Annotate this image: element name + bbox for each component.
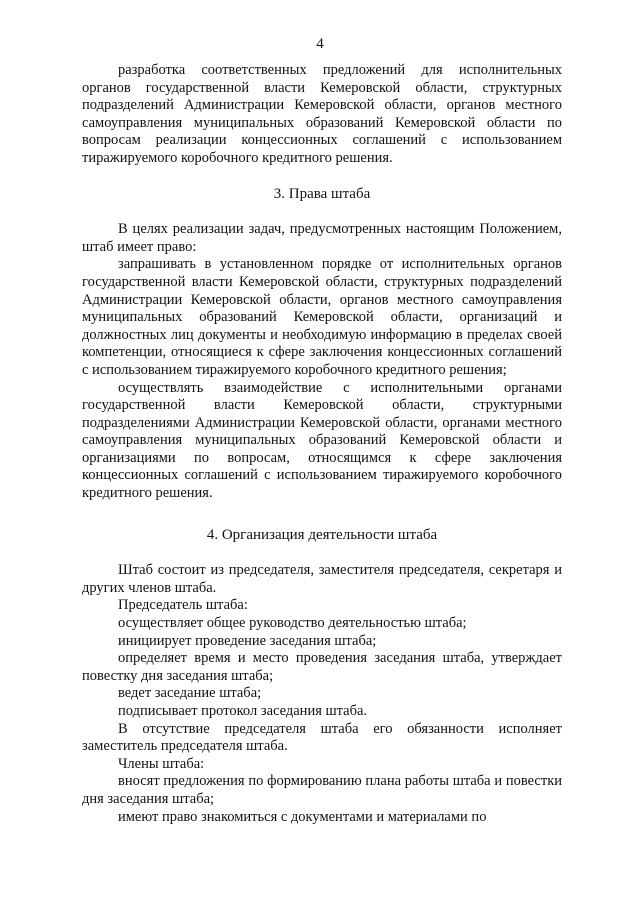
- page-number: 4: [316, 36, 324, 52]
- section-4-paragraph: имеют право знакомиться с документами и материалами по: [118, 808, 487, 825]
- section-3-paragraph: запрашивать в установленном порядке от исполнительных органов государственной власти Кемеровской области, структурных подразделений Администрации Кемеровской области, органов местного самоуправления муниципальных образований Кемеровской области, организаций и должностных лиц документы и необходимую информацию в пределах своей компетенции, относящиеся к сфере заключения концессионных соглашений с использованием тиражируемого коробочного кредитного решения;: [82, 256, 562, 378]
- section-4-paragraph: Штаб состоит из председателя, заместителя председателя, секретаря и других членов штаба.: [82, 562, 562, 596]
- section-3-heading: 3. Права штаба: [273, 185, 371, 202]
- document-body: [82, 62, 562, 826]
- section-4-paragraph: В отсутствие председателя штаба его обязанности исполняет заместитель председателя штаба.: [82, 720, 562, 755]
- section-4-paragraph: определяет время и место проведения заседания штаба, утверждает повестку дня заседания штаба;: [82, 650, 562, 684]
- section-3-paragraph: осуществлять взаимодействие с исполнительными органами государственной власти Кемеровской области, структурными подразделениями Администрации Кемеровской области, органами местного самоуправления муниципальных образований Кемеровской области и организациями по вопросам, относящимся к сфере заключения концессионных соглашений с использованием тиражируемого коробочного кредитного решения.: [82, 379, 562, 502]
- section-4-paragraph: Члены штаба:: [118, 755, 205, 772]
- section-4-paragraph: подписывает протокол заседания штаба.: [118, 703, 368, 719]
- section-4-paragraph: осуществляет общее руководство деятельностью штаба;: [118, 615, 467, 632]
- section-4-paragraph: инициирует проведение заседания штаба;: [118, 632, 377, 649]
- section-4-paragraph: вносят предложения по формированию плана работы штаба и повестки дня заседания штаба;: [82, 773, 562, 807]
- section-4-heading: 4. Организация деятельности штаба: [206, 526, 438, 543]
- section-4-paragraph: ведет заседание штаба;: [118, 685, 262, 702]
- section-3-paragraph: В целях реализации задач, предусмотренных настоящим Положением, штаб имеет право:: [82, 221, 562, 255]
- intro-paragraph: разработка соответственных предложений для исполнительных органов государственной власти Кемеровской области, структурных подразделений Администрации Кемеровской области, органов местного самоуправления муниципальных образований Кемеровской области по вопросам реализации концессионных соглашений с использованием тиражируемого коробочного кредитного решения.: [82, 62, 562, 166]
- section-4-paragraph: Председатель штаба:: [118, 597, 248, 614]
